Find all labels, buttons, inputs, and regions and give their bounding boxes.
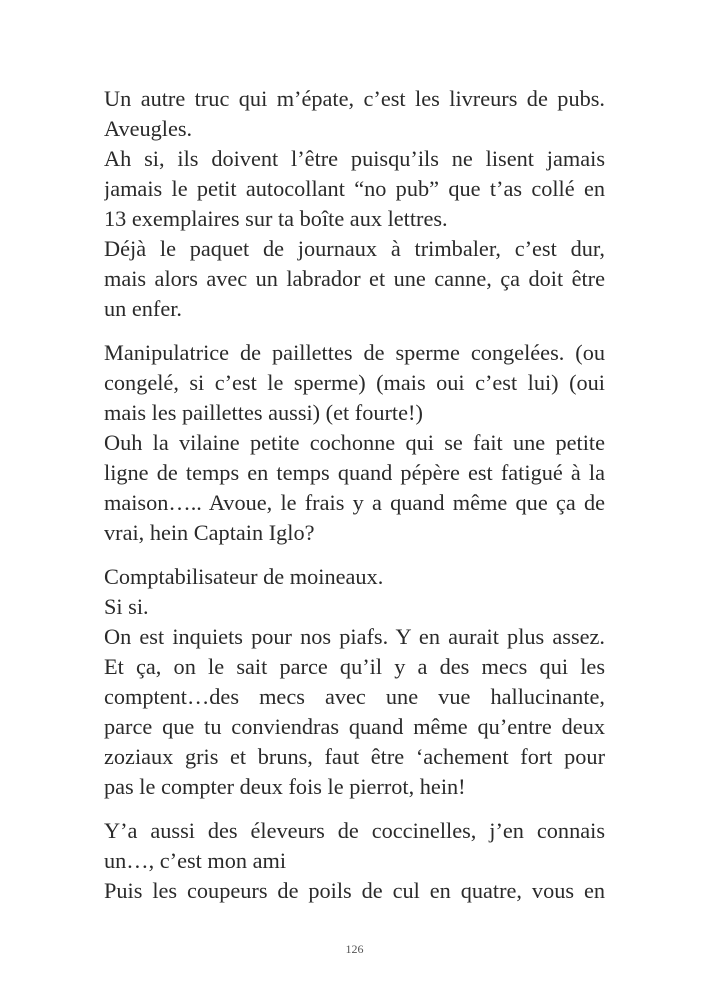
text-line: Manipulatrice de paillettes de sperme congelées. (ou — [104, 340, 605, 365]
text-line: mais les paillettes aussi) (et fourte!) — [104, 400, 423, 425]
text-line: un…, c’est mon ami — [104, 848, 287, 873]
text-line: Déjà le paquet de journaux à trimbaler, c’est dur, — [104, 236, 605, 261]
text-line: Ah si, ils doivent l’être puisqu’ils ne lisent jamais — [104, 146, 605, 171]
text-line: Et ça, on le sait parce qu’il y a des mecs qui les — [104, 654, 605, 679]
paragraph — [104, 562, 605, 802]
text-line: pas le compter deux fois le pierrot, hein! — [104, 774, 466, 799]
text-line: Y’a aussi des éleveurs de coccinelles, j’en connais — [104, 818, 605, 843]
body-text — [104, 84, 605, 920]
text-line: maison….. Avoue, le frais y a quand même que ça de — [104, 490, 605, 515]
text-line: vrai, hein Captain Iglo? — [104, 520, 315, 545]
text-line: Puis les coupeurs de poils de cul en quatre, vous en — [104, 878, 605, 903]
text-line: parce que tu conviendras quand même qu’entre deux — [104, 714, 605, 739]
text-line: jamais le petit autocollant “no pub” que t’as collé en — [104, 176, 605, 201]
paragraph — [104, 338, 605, 548]
text-line: 13 exemplaires sur ta boîte aux lettres. — [104, 206, 448, 231]
text-line: On est inquiets pour nos piafs. Y en aurait plus assez. — [104, 624, 605, 649]
page-number: 126 — [345, 942, 364, 956]
text-line: congelé, si c’est le sperme) (mais oui c’est lui) (oui — [104, 370, 605, 395]
paragraph — [104, 84, 605, 324]
text-line: comptent…des mecs avec une vue hallucinante, — [104, 684, 605, 709]
text-line: Comptabilisateur de moineaux. — [104, 564, 384, 589]
text-line: un enfer. — [104, 296, 183, 321]
text-line: Aveugles. — [104, 116, 193, 141]
text-line: Ouh la vilaine petite cochonne qui se fait une petite — [104, 430, 605, 455]
text-line: Un autre truc qui m’épate, c’est les livreurs de pubs. — [104, 86, 605, 111]
text-line: Si si. — [104, 594, 149, 619]
text-line: zoziaux gris et bruns, faut être ‘achement fort pour — [104, 744, 605, 769]
text-line: ligne de temps en temps quand pépère est fatigué à la — [104, 460, 605, 485]
text-line: mais alors avec un labrador et une canne, ça doit être — [104, 266, 605, 291]
paragraph — [104, 816, 605, 906]
